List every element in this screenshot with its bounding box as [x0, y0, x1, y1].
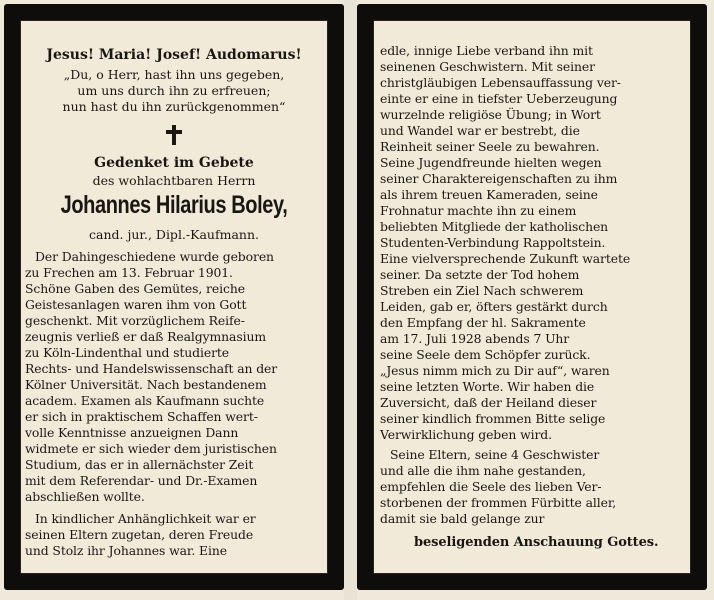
quote-line: nun hast du ihn zurückgenommen“ [62, 99, 286, 114]
text-line: Studium, das er in allernächster Zeit [25, 457, 254, 472]
text-line: Streben ein Ziel Nach schwerem [380, 283, 584, 298]
right-panel [373, 20, 691, 574]
text-line: storbenen der frommen Fürbitte aller, [380, 495, 617, 510]
text-line: Seine Jugendfreunde hielten wegen [380, 155, 602, 170]
text-line: Kölner Universität. Nach bestandenem [25, 377, 267, 392]
closing-line: beseligenden Anschauung Gottes. [414, 535, 659, 550]
text-line: wurzelnde religiöse Übung; in Wort [380, 107, 601, 122]
text-line: abschließen wollte. [25, 489, 145, 504]
text-line: er sich in praktischem Schaffen wert- [25, 409, 258, 424]
text-line: widmete er sich wieder dem juristischen [25, 441, 277, 456]
text-line: geschenkt. Mit vorzüglichem Reife- [25, 313, 245, 328]
text-line: als ihrem treuen Kameraden, seine [380, 187, 598, 202]
text-line: zeugnis verließ er daß Realgymnasium [25, 329, 266, 344]
text-line: empfehlen die Seele des lieben Ver- [380, 479, 602, 494]
text-line: beliebten Mitgliede der katholischen [380, 219, 609, 234]
text-line: zu Köln-Lindenthal und studierte [25, 345, 230, 360]
text-line: Geistesanlagen waren ihm von Gott [25, 297, 247, 312]
text-line: seine Seele dem Schöpfer zurück. [380, 347, 591, 362]
right-panel-border [357, 4, 707, 590]
text-line: Leiden, gab er, öfters gestärkt durch [380, 299, 608, 314]
text-line: am 17. Juli 1928 abends 7 Uhr [380, 331, 570, 346]
text-line: einte er eine in tiefster Ueberzeugung [380, 91, 618, 106]
text-line: den Empfang der hl. Sakramente [380, 315, 586, 330]
deceased-title: cand. jur., Dipl.-Kaufmann. [89, 227, 259, 242]
text-line: damit sie bald gelange zur [380, 511, 545, 526]
quote-line: um uns durch ihn zu erfreuen; [77, 83, 271, 98]
text-line: und Wandel war er bestrebt, die [380, 123, 580, 138]
header-invocation: Jesus! Maria! Josef! Audomarus! [46, 47, 302, 63]
text-line: academ. Examen als Kaufmann suchte [25, 393, 265, 408]
cross-icon [166, 125, 182, 145]
text-line: „Jesus nimm mich zu Dir auf“, waren [380, 363, 610, 378]
text-line: seiner kindlich frommen Bitte selige [380, 411, 606, 426]
text-line: Schöne Gaben des Gemütes, reiche [25, 281, 245, 296]
text-line: Der Dahingeschiedene wurde geboren [35, 249, 274, 264]
text-line: Eine vielversprechende Zukunft wartete [380, 251, 631, 266]
text-line: Frohnatur machte ihn zu einem [380, 203, 577, 218]
text-line: Seine Eltern, seine 4 Geschwister [390, 447, 600, 462]
honorific-line: des wohlachtbaren Herrn [92, 173, 256, 188]
text-line: christgläubigen Lebensauffassung ver- [380, 75, 621, 90]
text-line: Reinheit seiner Seele zu bewahren. [380, 139, 600, 154]
fold-gap [344, 0, 357, 600]
left-panel [20, 20, 328, 574]
text-line: Rechts- und Handelswissenschaft an der [25, 361, 278, 376]
text-line: In kindlicher Anhänglichkeit war er [35, 511, 256, 526]
text-line: Verwirklichung geben wird. [380, 427, 552, 442]
text-line: seinenen Geschwistern. Mit seiner [380, 59, 595, 74]
left-panel-border [4, 4, 344, 590]
text-line: edle, innige Liebe verband ihn mit [380, 43, 593, 58]
deceased-name: Johannes Hilarius Boley, [60, 191, 288, 219]
text-line: und Stolz ihr Johannes war. Eine [25, 543, 227, 558]
gedenket-heading: Gedenket im Gebete [94, 155, 254, 171]
quote-line: „Du, o Herr, hast ihn uns gegeben, [63, 67, 285, 82]
text-line: seine letzten Worte. Wir haben die [380, 379, 595, 394]
text-line: volle Kenntnisse anzueignen Dann [25, 425, 239, 440]
text-line: mit dem Referendar- und Dr.-Examen [25, 473, 258, 488]
text-line: seinen Eltern zugetan, deren Freude [25, 527, 254, 542]
text-line: Zuversicht, daß der Heiland dieser [380, 395, 597, 410]
text-line: zu Frechen am 13. Februar 1901. [25, 265, 233, 280]
text-line: Studenten-Verbindung Rappoltstein. [380, 235, 606, 250]
text-line: seiner. Da setzte der Tod hohem [380, 267, 580, 282]
text-line: seiner Charaktereigenschaften zu ihm [380, 171, 618, 186]
text-line: und alle die ihm nahe gestanden, [380, 463, 586, 478]
